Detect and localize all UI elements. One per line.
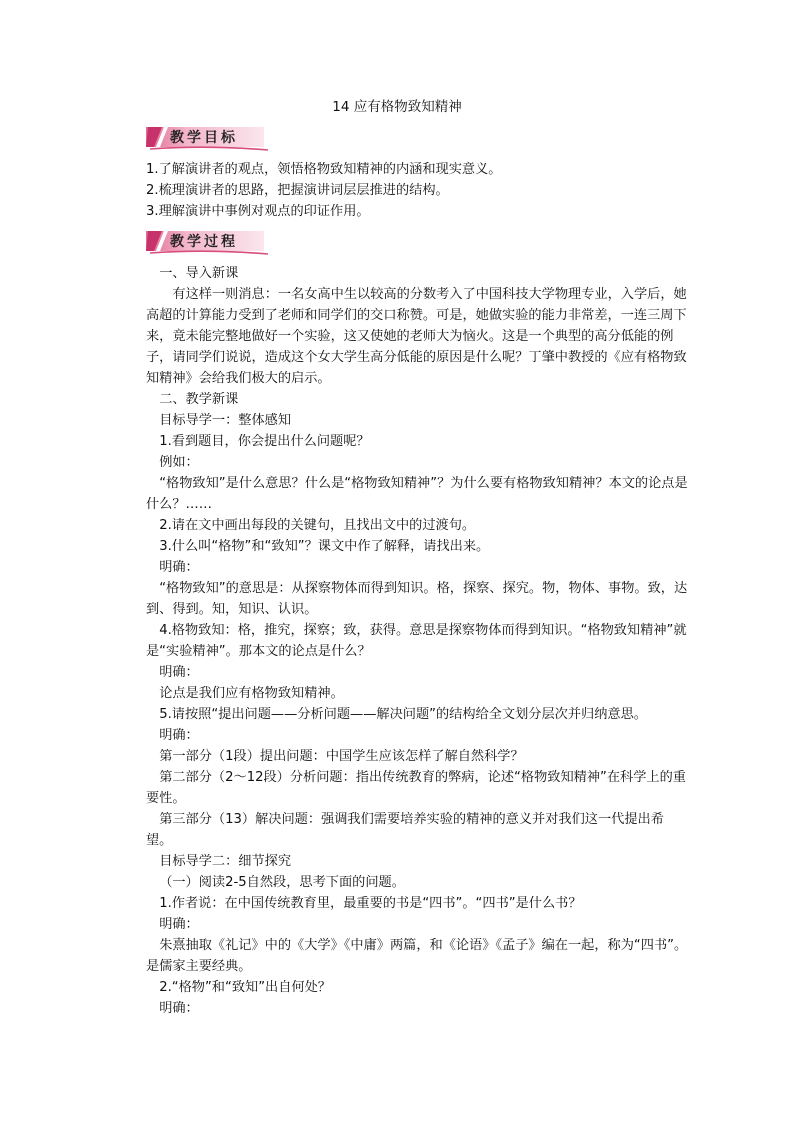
question: 4.格物致知：格，推究，探察；致，获得。意思是探察物体而得到知识。“格物致知精神”就是“实验精神”。那本文的论点是什么？ bbox=[146, 623, 687, 659]
label: 明确： bbox=[159, 917, 199, 932]
question: 3.什么叫“格物”和“致知”？课文中作了解释，请找出来。 bbox=[159, 539, 490, 554]
goal-item: 2.梳理演讲者的思路，把握演讲词层层推进的结构。 bbox=[146, 183, 449, 198]
question: 1.作者说：在中国传统教育里，最重要的书是“四书”。“四书”是什么书？ bbox=[159, 896, 582, 911]
label: 明确： bbox=[159, 1001, 199, 1016]
question: 2.请在文中画出每段的关键句，且找出文中的过渡句。 bbox=[159, 518, 476, 533]
process-body bbox=[146, 263, 690, 1019]
section-banner-goals bbox=[146, 125, 270, 151]
paragraph: 第一部分（1段）提出问题：中国学生应该怎样了解自然科学？ bbox=[159, 749, 524, 764]
paragraph: “格物致知”是什么意思？什么是“格物致知精神”？为什么要有格物致知精神？本文的论点是什么？…… bbox=[146, 476, 688, 512]
label: 明确： bbox=[159, 665, 199, 680]
question: 5.请按照“提出问题——分析问题——解决问题”的结构给全文划分层次并归纳意思。 bbox=[159, 707, 647, 722]
goal-item: 1.了解演讲者的观点，领悟格物致知精神的内涵和现实意义。 bbox=[146, 162, 502, 177]
paragraph: “格物致知”的意思是：从探察物体而得到知识。格，探察、探究。物，物体、事物。致，达到、得到。知，知识、认识。 bbox=[146, 581, 688, 617]
section-heading: 一、导入新课 bbox=[159, 266, 239, 281]
paragraph: （一）阅读2-5自然段，思考下面的问题。 bbox=[159, 875, 405, 890]
paragraph: 论点是我们应有格物致知精神。 bbox=[159, 686, 344, 701]
paragraph: 朱熹抽取《礼记》中的《大学》《中庸》两篇，和《论语》《孟子》编在一起，称为“四书”。是儒家主要经典。 bbox=[146, 938, 688, 974]
banner-label: 教学目标 bbox=[170, 130, 238, 146]
subsection-heading: 目标导学一：整体感知 bbox=[159, 413, 292, 428]
question: 2.“格物”和“致知”出自何处？ bbox=[159, 980, 331, 995]
lesson-title: 14 应有格物致知精神 bbox=[332, 99, 462, 115]
section-heading: 二、教学新课 bbox=[159, 392, 239, 407]
paragraph: 第三部分（13）解决问题：强调我们需要培养实验的精神的意义并对我们这一代提出希望。 bbox=[146, 812, 664, 848]
goal-item: 3.理解演讲中事例对观点的印证作用。 bbox=[146, 204, 370, 219]
label: 例如： bbox=[159, 455, 199, 470]
goals-list bbox=[146, 159, 690, 222]
section-banner-process bbox=[146, 229, 270, 255]
label: 明确： bbox=[159, 728, 199, 743]
label: 明确： bbox=[159, 560, 199, 575]
paragraph: 有这样一则消息：一名女高中生以较高的分数考入了中国科技大学物理专业，入学后，她高超的计算能力受到了老师和同学们的交口称赞。可是，她做实验的能力非常差，一连三周下来，竟未能完整地做好一个实验，这又使她的老师大为恼火。这是一个典型的高分低能的例子，请同学们说说，造成这个女大学生高分低能的原因是什么呢？丁肇中教授的《应有格物致知精神》会给我们极大的启示。 bbox=[146, 287, 687, 386]
banner-label: 教学过程 bbox=[170, 234, 238, 250]
question: 1.看到题目，你会提出什么问题呢？ bbox=[159, 434, 370, 449]
paragraph: 第二部分（2～12段）分析问题：指出传统教育的弊病，论述“格物致知精神”在科学上的重要性。 bbox=[146, 770, 686, 806]
subsection-heading: 目标导学二：细节探究 bbox=[159, 854, 292, 869]
